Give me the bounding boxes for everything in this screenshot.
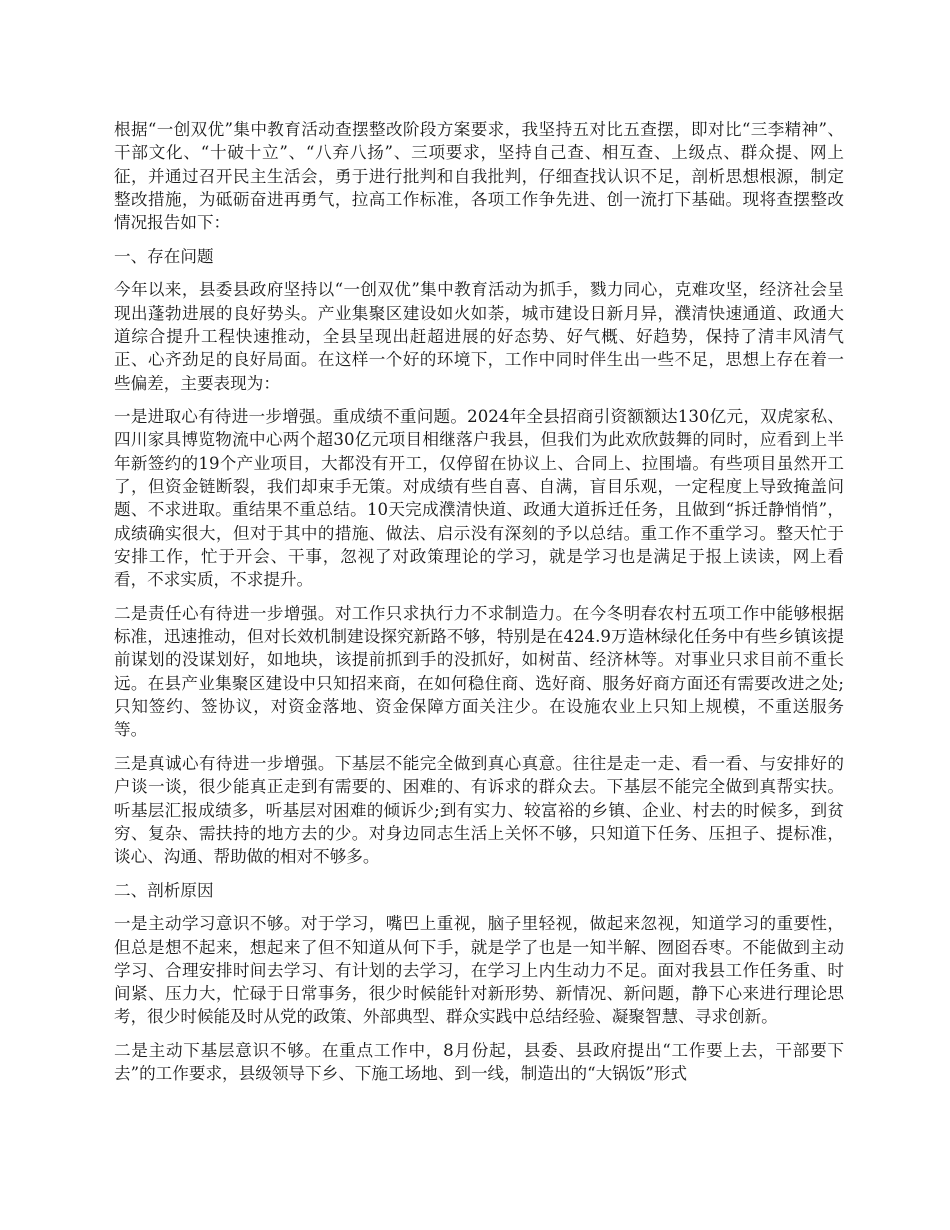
intro-paragraph: 根据“一创双优”集中教育活动查摆整改阶段方案要求，我坚持五对比五查摆，即对比“三李精神”、干部文化、“十破十立”、“八弃八扬”、三项要求，坚持自己查、相互查、上级点、群众提、网上征，并通过召开民主生活会，勇于进行批判和自我批判，仔细查找认识不足，剖析思想根源，制定整改措施，为砥砺奋进再勇气，拉高工作标准，各项工作争先进、创一流打下基础。现将查摆整改情况报告如下： [114,120,844,233]
section-heading-problems: 一、存在问题 [114,246,214,266]
problem-1-paragraph: 一是进取心有待进一步增强。重成绩不重问题。2024年全县招商引资额额达130亿元，双虎家私、四川家具博览物流中心两个超30亿元项目相继落户我县，但我们为此欢欣鼓舞的同时，应看到上半年新签约的19个产业项目，大都没有开工，仅停留在协议上、合同上、拉围墙。有些项目虽然开工了，但资金链断裂，我们却束手无策。对成绩有些自喜、自满，盲目乐观，一定程度上导致掩盖问题、不求进取。重结果不重总结。10天完成濮清快道、政通大道拆迁任务，且做到“拆迁静悄悄”，成绩确实很大，但对于其中的措施、做法、启示没有深刻的予以总结。重工作不重学习。整天忙于安排工作，忙于开会、干事，忽视了对政策理论的学习，就是学习也是满足于报上读读，网上看看，不求实质，不求提升。 [114,407,844,590]
problem-3-paragraph: 三是真诚心有待进一步增强。下基层不能完全做到真心真意。往往是走一走、看一看、与安排好的户谈一谈，很少能真正走到有需要的、困难的、有诉求的群众去。下基层不能完全做到真帮实扶。听基层汇报成绩多，听基层对困难的倾诉少;到有实力、较富裕的乡镇、企业、村去的时候多，到贫穷、复杂、需扶持的地方去的少。对身边同志生活上关怀不够，只知道下任务、压担子、提标准，谈心、沟通、帮助做的相对不够多。 [114,753,844,867]
problem-2-paragraph: 二是责任心有待进一步增强。对工作只求执行力不求制造力。在今冬明春农村五项工作中能够根据标准，迅速推动，但对长效机制建设探究新路不够，特别是在424.9万造林绿化任务中有些乡镇该提前谋划的没谋划好，如地块，该提前抓到手的没抓好，如树苗、经济林等。对事业只求目前不重长远。在县产业集聚区建设中只知招来商，在如何稳住商、选好商、服务好商方面还有需要改进之处;只知签约、签协议，对资金落地、资金保障方面关注少。在设施农业上只知上规模，不重送服务等。 [114,603,844,740]
problems-overview-paragraph: 今年以来，县委县政府坚持以“一创双优”集中教育活动为抓手，戮力同心，克难攻坚，经济社会呈现出蓬勃进展的良好势头。产业集聚区建设如火如荼，城市建设日新月异，濮清快速通道、政通大道综合提升工程快速推动，全县呈现出赶超进展的好态势、好气概、好趋势，保持了清丰风清气正、心齐劲足的良好局面。在这样一个好的环境下，工作中同时伴生出一些不足，思想上存在着一些偏差，主要表现为： [114,280,844,393]
section-heading-causes: 二、剖析原因 [114,880,214,900]
cause-2-paragraph: 二是主动下基层意识不够。在重点工作中，8月份起，县委、县政府提出“工作要上去，干部要下去”的工作要求，县级领导下乡、下施工场地、到一线，制造出的“大锅饭”形式 [114,1041,844,1084]
document-body [114,118,844,1096]
cause-1-paragraph: 一是主动学习意识不够。对于学习，嘴巴上重视，脑子里轻视，做起来忽视，知道学习的重要性，但总是想不起来，想起来了但不知道从何下手，就是学了也是一知半解、囫囵吞枣。不能做到主动学习、合理安排时间去学习、有计划的去学习，在学习上内生动力不足。面对我县工作任务重、时间紧、压力大，忙碌于日常事务，很少时候能针对新形势、新情况、新问题，静下心来进行理论思考，很少时候能及时从党的政策、外部典型、群众实践中总结经验、凝聚智慧、寻求创新。 [114,914,844,1027]
